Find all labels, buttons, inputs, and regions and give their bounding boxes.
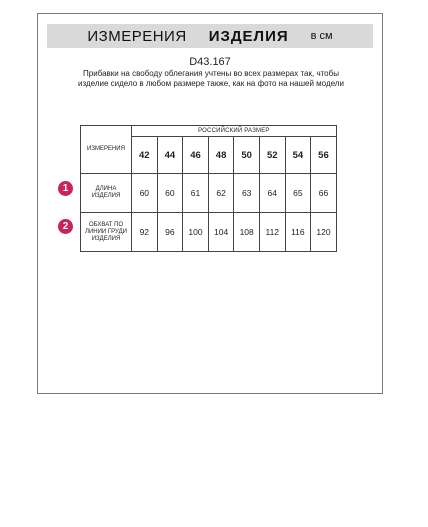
row-marker-badge: 1 bbox=[58, 181, 73, 196]
row-label: ДЛИНА ИЗДЕЛИЯ bbox=[81, 174, 132, 213]
table-cell: 61 bbox=[183, 174, 209, 213]
table-cell: 120 bbox=[311, 213, 337, 252]
header-measure-label: ИЗМЕРЕНИЯ bbox=[87, 27, 187, 45]
table-cell: 108 bbox=[234, 213, 260, 252]
table-row bbox=[81, 213, 337, 252]
table-row bbox=[81, 174, 337, 213]
table-cell: 92 bbox=[132, 213, 158, 252]
table-cell: 63 bbox=[234, 174, 260, 213]
table-cell: 66 bbox=[311, 174, 337, 213]
table-cell: 60 bbox=[157, 174, 183, 213]
size-chart-card bbox=[37, 13, 383, 394]
table-cell: 100 bbox=[183, 213, 209, 252]
row-marker-badge: 2 bbox=[58, 219, 73, 234]
size-header: 54 bbox=[285, 137, 311, 174]
row-label: ОБХВАТ ПО ЛИНИИ ГРУДИ ИЗДЕЛИЯ bbox=[81, 213, 132, 252]
chart-header bbox=[47, 24, 373, 48]
header-unit-label: в см bbox=[310, 30, 333, 42]
table-corner-label: ИЗМЕРЕНИЯ bbox=[81, 126, 132, 174]
size-header: 42 bbox=[132, 137, 158, 174]
table-cell: 112 bbox=[259, 213, 285, 252]
table-cell: 96 bbox=[157, 213, 183, 252]
table-cell: 104 bbox=[208, 213, 234, 252]
size-system-label: РОССИЙСКИЙ РАЗМЕР bbox=[132, 126, 337, 137]
size-header: 44 bbox=[157, 137, 183, 174]
header-item-label: ИЗДЕЛИЯ bbox=[208, 27, 289, 45]
table-cell: 60 bbox=[132, 174, 158, 213]
table-cell: 64 bbox=[259, 174, 285, 213]
product-code: D43.167 bbox=[189, 56, 231, 68]
fit-note: Прибавки на свободу облегания учтены во всех размерах так, чтобы изделие сидело в любом размере также, как на фото на нашей модели bbox=[78, 69, 344, 88]
size-header: 46 bbox=[183, 137, 209, 174]
size-table bbox=[80, 125, 337, 252]
size-header: 56 bbox=[311, 137, 337, 174]
table-cell: 62 bbox=[208, 174, 234, 213]
size-header: 50 bbox=[234, 137, 260, 174]
table-cell: 65 bbox=[285, 174, 311, 213]
table-cell: 116 bbox=[285, 213, 311, 252]
size-header: 52 bbox=[259, 137, 285, 174]
size-header: 48 bbox=[208, 137, 234, 174]
